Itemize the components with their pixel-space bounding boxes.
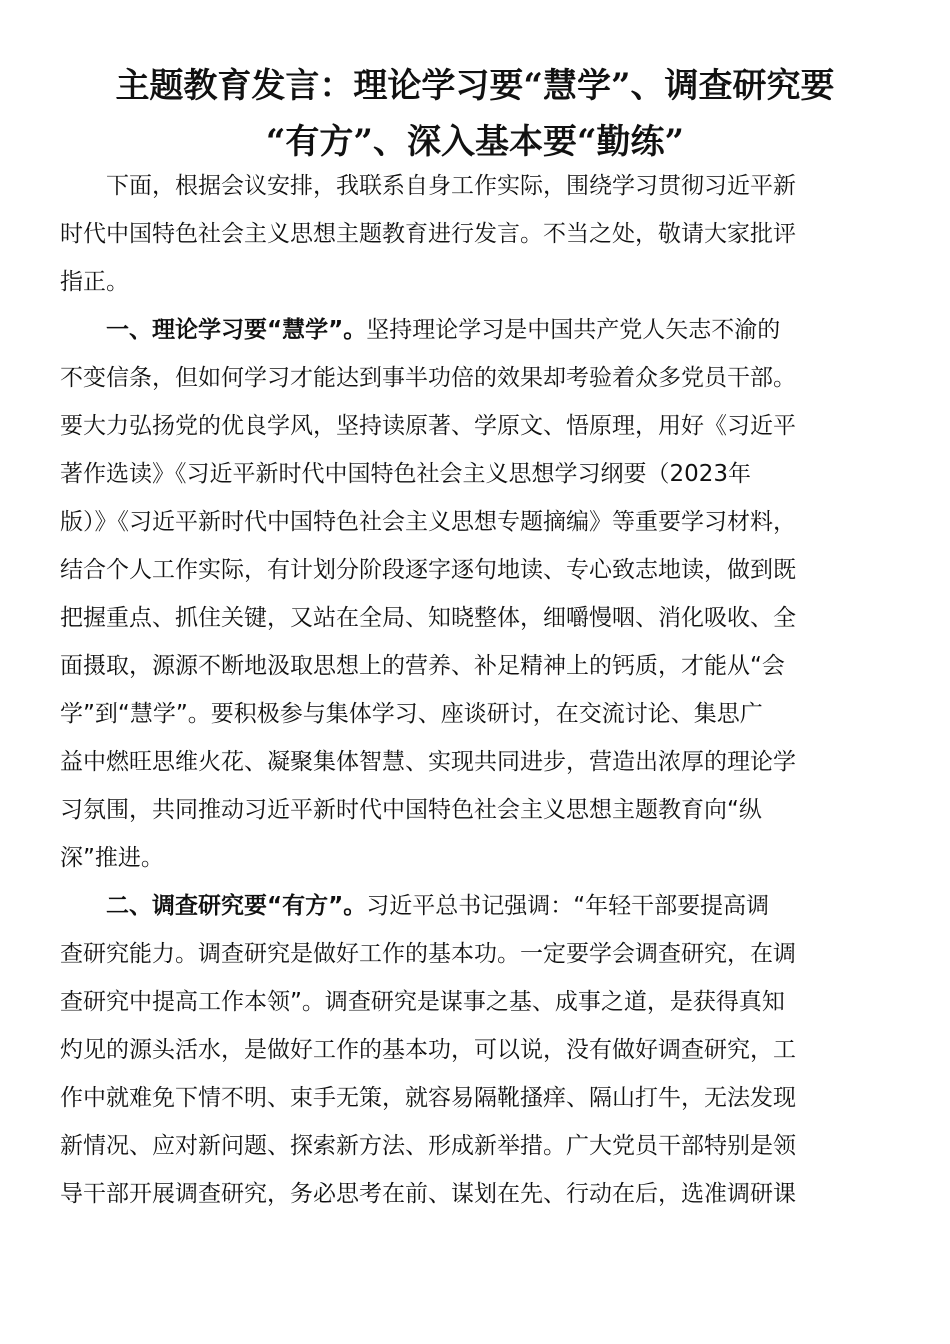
text-line: 下面，根据会议安排，我联系自身工作实际，围绕学习贯彻习近平新 <box>60 173 796 199</box>
text-run: 习近平总书记强调：“年轻干部要提高调 <box>366 893 770 919</box>
text-line: 作中就难免下情不明、束手无策，就容易隔靴搔痒、隔山打牛，无法发现 <box>60 1085 796 1111</box>
text-line: 学”到“慧学”。要积极参与集体学习、座谈研讨，在交流讨论、集思广 <box>60 701 763 727</box>
text-line: 不变信条，但如何学习才能达到事半功倍的效果却考验着众多党员干部。 <box>60 365 796 391</box>
text-line: 著作选读》《习近平新时代中国特色社会主义思想学习纲要（2023年 <box>60 461 752 487</box>
section-heading-theory-study: 一、理论学习要“慧学”。 <box>60 317 367 343</box>
text-line: 灼见的源头活水，是做好工作的基本功，可以说，没有做好调查研究，工 <box>60 1037 796 1063</box>
paragraph-theory-study <box>60 306 890 882</box>
text-run: 坚持理论学习是中国共产党人矢志不渝的 <box>366 317 781 343</box>
text-line: 新情况、应对新问题、探索新方法、形成新举措。广大党员干部特别是领 <box>60 1133 796 1159</box>
text-line <box>60 882 890 930</box>
text-line <box>60 306 890 354</box>
text-line: 面摄取，源源不断地汲取思想上的营养、补足精神上的钙质，才能从“会 <box>60 653 785 679</box>
text-line: 指正。 <box>60 269 129 295</box>
title-line-1: 主题教育发言：理论学习要“慧学”、调查研究要 <box>115 66 835 106</box>
text-line: 导干部开展调查研究，务必思考在前、谋划在先、行动在后，选准调研课 <box>60 1181 796 1207</box>
paragraph-investigation-research <box>60 882 890 1218</box>
text-line: 查研究能力。调查研究是做好工作的基本功。一定要学会调查研究，在调 <box>60 941 796 967</box>
document-title <box>60 58 890 170</box>
text-line: 要大力弘扬党的优良学风，坚持读原著、学原文、悟原理，用好《习近平 <box>60 413 796 439</box>
text-line: 版）》《习近平新时代中国特色社会主义思想专题摘编》等重要学习材料， <box>60 509 796 535</box>
text-line: 益中燃旺思维火花、凝聚集体智慧、实现共同进步，营造出浓厚的理论学 <box>60 749 796 775</box>
text-line: 习氛围，共同推动习近平新时代中国特色社会主义思想主题教育向“纵 <box>60 797 762 823</box>
text-line: 结合个人工作实际，有计划分阶段逐字逐句地读、专心致志地读，做到既 <box>60 557 796 583</box>
title-line-2: “有方”、深入基本要“勤练” <box>265 122 685 162</box>
text-line: 时代中国特色社会主义思想主题教育进行发言。不当之处，敬请大家批评 <box>60 221 796 247</box>
document-body <box>60 162 890 1218</box>
section-heading-investigation-research: 二、调查研究要“有方”。 <box>60 893 367 919</box>
text-line: 查研究中提高工作本领”。调查研究是谋事之基、成事之道，是获得真知 <box>60 989 785 1015</box>
text-line: 深”推进。 <box>60 845 164 871</box>
text-line: 把握重点、抓住关键，又站在全局、知晓整体，细嚼慢咽、消化吸收、全 <box>60 605 796 631</box>
paragraph-intro <box>60 162 890 306</box>
